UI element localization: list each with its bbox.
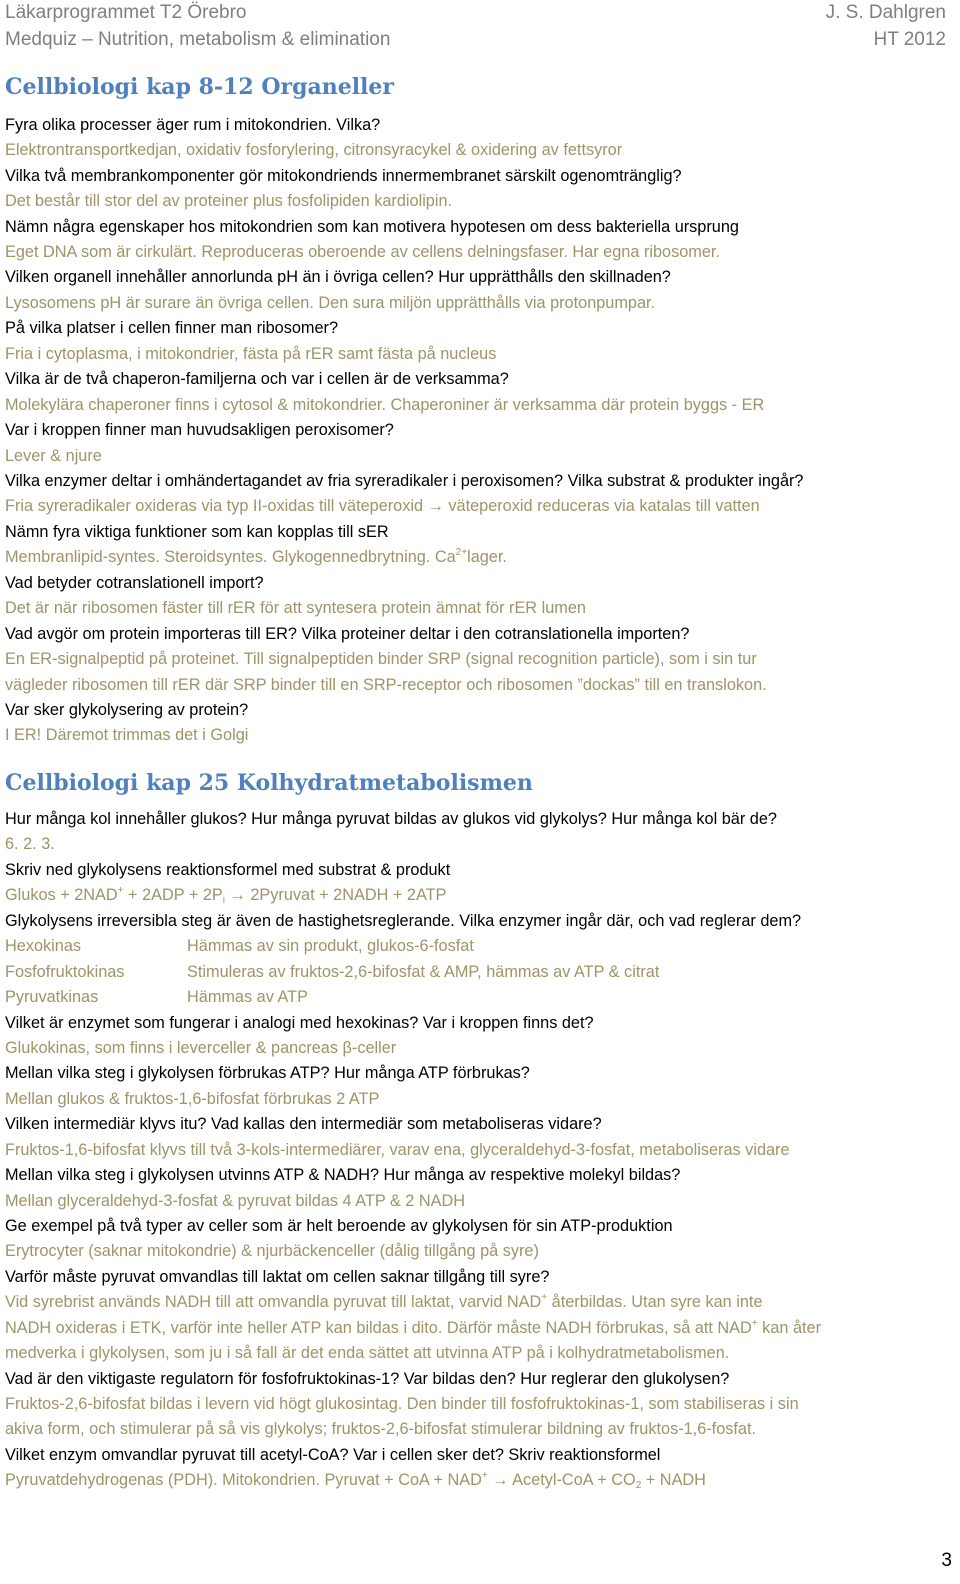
answer-line: Erytrocyter (saknar mitokondrie) & njurbäckenceller (dålig tillgång på syre)	[5, 1242, 539, 1260]
formula-text: → Acetyl-CoA + CO	[487, 1471, 636, 1489]
header-author: J. S. Dahlgren	[825, 2, 946, 23]
answer-line: I ER! Däremot trimmas det i Golgi	[5, 726, 249, 744]
question-line: På vilka platser i cellen finner man ribosomer?	[5, 319, 339, 337]
question-line: Var i kroppen finner man huvudsakligen peroxisomer?	[5, 421, 394, 439]
superscript: +	[481, 1470, 488, 1481]
question-line: Vilket är enzymet som fungerar i analogi med hexokinas? Var i kroppen finns det?	[5, 1014, 594, 1032]
enzyme-row	[5, 935, 945, 957]
header-term: HT 2012	[873, 29, 946, 50]
superscript: 2+	[455, 547, 468, 558]
section-title-kolhydratmetabolismen: Cellbiologi kap 25 Kolhydratmetabolismen	[5, 770, 533, 796]
answer-line: vägleder ribosomen till rER där SRP binder till en SRP-receptor och ribosomen ”dockas” till en translokon.	[5, 676, 767, 694]
question-line: Ge exempel på två typer av celler som är helt beroende av glykolysen för sin ATP-produktion	[5, 1217, 673, 1235]
answer-text: Membranlipid-syntes. Steroidsyntes. Glykogennedbrytning. Ca	[5, 548, 456, 566]
answer-line	[5, 1317, 821, 1339]
answer-line: Lever & njure	[5, 447, 102, 465]
answer-text: återbildas. Utan syre kan inte	[547, 1293, 763, 1311]
formula-text: Pyruvatdehydrogenas (PDH). Mitokondrien. Pyruvat + CoA + NAD	[5, 1471, 482, 1489]
answer-line: Fria syreradikaler oxideras via typ II-oxidas till väteperoxid → väteperoxid reduceras via katalas till vatten	[5, 497, 760, 515]
answer-line: Lysosomens pH är surare än övriga cellen. Den sura miljön upprätthålls via protonpumpar.	[5, 294, 656, 312]
answer-line: Molekylära chaperoner finns i cytosol & mitokondrier. Chaperoniner är verksamma där protein byggs - ER	[5, 396, 765, 414]
enzyme-regulation: Stimuleras av fruktos-2,6-bifosfat & AMP, hämmas av ATP & citrat	[187, 963, 660, 981]
answer-text: NADH oxideras i ETK, varför inte heller ATP kan bildas i dito. Därför måste NADH förbrukas, så att NAD	[5, 1319, 752, 1337]
question-line: Varför måste pyruvat omvandlas till laktat om cellen saknar tillgång till syre?	[5, 1268, 550, 1286]
answer-line: Glukokinas, som finns i leverceller & pancreas β-celler	[5, 1039, 397, 1057]
enzyme-regulation: Hämmas av ATP	[187, 988, 308, 1006]
question-line: Vilken organell innehåller annorlunda pH än i övriga cellen? Hur upprätthålls den skillnaden?	[5, 268, 671, 286]
question-line: Vilket enzym omvandlar pyruvat till acetyl-CoA? Var i cellen sker det? Skriv reaktionsformel	[5, 1446, 661, 1464]
enzyme-name: Hexokinas	[5, 937, 82, 955]
page-header-line1	[5, 0, 946, 26]
section-title-organeller: Cellbiologi kap 8-12 Organeller	[5, 74, 395, 100]
answer-line: Elektrontransportkedjan, oxidativ fosforylering, citronsyracykel & oxidering av fettsyror	[5, 141, 623, 159]
answer-text: Vid syrebrist används NADH till att omvandla pyruvat till laktat, varvid NAD	[5, 1293, 542, 1311]
answer-line: Det är när ribosomen fäster till rER för att syntesera protein ämnat för rER lumen	[5, 599, 586, 617]
formula-text: → 2Pyruvat + 2NADH + 2ATP	[225, 886, 447, 904]
question-line: Vad avgör om protein importeras till ER? Vilka proteiner deltar i den cotranslationella importen?	[5, 625, 690, 643]
answer-text: kan åter	[757, 1319, 822, 1337]
answer-line: Fruktos-2,6-bifosfat bildas i levern vid högt glukosintag. Den binder till fosfofruktokinas-1, som stabiliseras i sin	[5, 1395, 799, 1413]
formula-text: Glukos + 2NAD	[5, 886, 118, 904]
formula-text: + NADH	[641, 1471, 706, 1489]
enzyme-regulation: Hämmas av sin produkt, glukos-6-fosfat	[187, 937, 474, 955]
question-line: Var sker glykolysering av protein?	[5, 701, 249, 719]
question-line: Skriv ned glykolysens reaktionsformel med substrat & produkt	[5, 861, 451, 879]
answer-line: Fria i cytoplasma, i mitokondrier, fästa på rER samt fästa på nucleus	[5, 345, 497, 363]
answer-line: akiva form, och stimulerar på så vis glykolys; fruktos-2,6-bifosfat stimulerar bildning av fruktos-1,6-fosfat.	[5, 1420, 757, 1438]
answer-line: medverka i glykolysen, som ju i så fall är det enda sättet att utvinna ATP på i kolhydratmetabolismen.	[5, 1344, 730, 1362]
header-course: Läkarprogrammet T2 Örebro	[5, 2, 247, 23]
enzyme-name: Fosfofruktokinas	[5, 963, 125, 981]
enzyme-name: Pyruvatkinas	[5, 988, 99, 1006]
question-line: Vad betyder cotranslationell import?	[5, 574, 264, 592]
page-number: 3	[941, 1550, 952, 1571]
answer-line: Fruktos-1,6-bifosfat klyvs till två 3-kols-intermediärer, varav ena, glyceraldehyd-3-fosfat, metaboliseras vidare	[5, 1141, 790, 1159]
superscript: +	[751, 1318, 758, 1329]
question-line: Fyra olika processer äger rum i mitokondrien. Vilka?	[5, 116, 381, 134]
question-line: Vilka är de två chaperon-familjerna och var i cellen är de verksamma?	[5, 370, 509, 388]
header-quiz-title: Medquiz – Nutrition, metabolism & elimination	[5, 29, 391, 50]
answer-line: Mellan glyceraldehyd-3-fosfat & pyruvat bildas 4 ATP & 2 NADH	[5, 1192, 466, 1210]
answer-line	[5, 1291, 763, 1313]
superscript: +	[117, 885, 124, 896]
question-line: Nämn fyra viktiga funktioner som kan kopplas till sER	[5, 523, 389, 541]
answer-line: Eget DNA som är cirkulärt. Reproduceras oberoende av cellens delningsfaser. Har egna ribosomer.	[5, 243, 720, 261]
answer-text: lager.	[467, 548, 507, 566]
formula-text: + 2ADP + 2P	[123, 886, 223, 904]
subscript: i	[222, 895, 226, 906]
answer-line	[5, 546, 507, 568]
question-line: Glykolysens irreversibla steg är även de hastighetsreglerande. Vilka enzymer ingår där, och vad reglerar dem?	[5, 912, 802, 930]
question-line: Mellan vilka steg i glykolysen utvinns ATP & NADH? Hur många av respektive molekyl bildas?	[5, 1166, 681, 1184]
answer-line: En ER-signalpeptid på proteinet. Till signalpeptiden binder SRP (signal recognition particle), som i sin tur	[5, 650, 757, 668]
answer-line: 6. 2. 3.	[5, 835, 55, 853]
answer-line	[5, 884, 446, 906]
answer-line: Mellan glukos & fruktos-1,6-bifosfat förbrukas 2 ATP	[5, 1090, 380, 1108]
question-line: Vilka enzymer deltar i omhändertagandet av fria syreradikaler i peroxisomen? Vilka substrat & produkter ingår?	[5, 472, 804, 490]
question-line: Mellan vilka steg i glykolysen förbrukas ATP? Hur många ATP förbrukas?	[5, 1064, 530, 1082]
question-line: Hur många kol innehåller glukos? Hur många pyruvat bildas av glukos vid glykolys? Hur många kol bär de?	[5, 810, 777, 828]
question-line: Vilken intermediär klyvs itu? Vad kallas den intermediär som metaboliseras vidare?	[5, 1115, 602, 1133]
answer-line	[5, 1469, 706, 1491]
question-line: Nämn några egenskaper hos mitokondrien som kan motivera hypotesen om dess bakteriella ursprung	[5, 218, 739, 236]
answer-line: Det består till stor del av proteiner plus fosfolipiden kardiolipin.	[5, 192, 453, 210]
question-line: Vilka två membrankomponenter gör mitokondriends innermembranet särskilt ogenomtränglig?	[5, 167, 682, 185]
subscript: 2	[635, 1480, 642, 1491]
question-line: Vad är den viktigaste regulatorn för fosfofruktokinas-1? Var bildas den? Hur reglerar den glukolysen?	[5, 1370, 730, 1388]
enzyme-row	[5, 961, 945, 983]
superscript: +	[541, 1292, 548, 1303]
page-header-line2	[5, 27, 946, 53]
enzyme-row	[5, 986, 945, 1008]
